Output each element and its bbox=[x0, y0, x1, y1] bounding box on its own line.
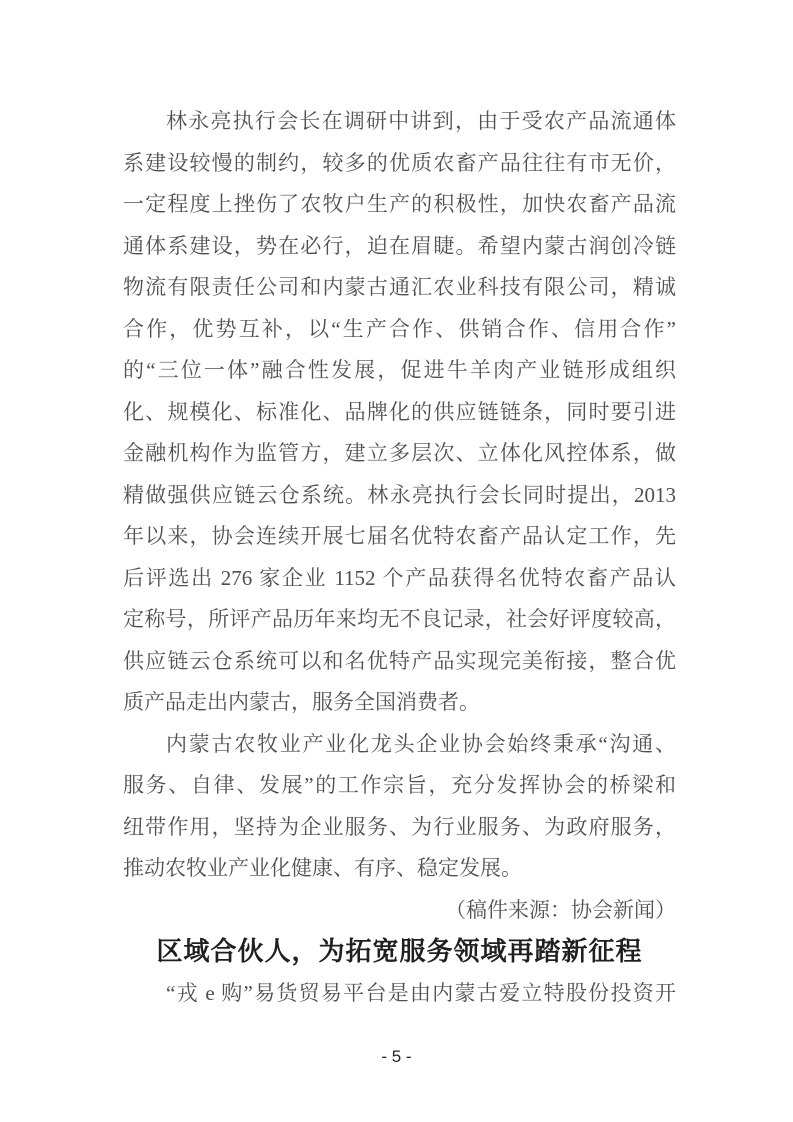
text-line: 供应链云仓系统可以和名优特产品实现完美衔接，整合优 bbox=[123, 648, 676, 673]
text-line: 物流有限责任公司和内蒙古通汇农业科技有限公司，精诚 bbox=[123, 275, 676, 299]
text-line: 系建设较慢的制约，较多的优质农畜产品往往有市无价， bbox=[123, 150, 676, 175]
text-line: “戎 e 购”易货贸易平台是由内蒙古爱立特股份投资开 bbox=[166, 981, 676, 1005]
text-line: 通体系建设，势在必行，迫在眉睫。希望内蒙古润创冷链 bbox=[123, 233, 676, 258]
text-line: 的“三位一体”融合性发展，促进牛羊肉产业链形成组织 bbox=[123, 358, 676, 382]
text-line: 定称号，所评产品历年来均无不良记录，社会好评度较高， bbox=[123, 607, 676, 631]
text-column bbox=[123, 101, 676, 1015]
section-heading-regional-partner: 区域合伙人，为拓宽服务领域再踏新征程 bbox=[156, 937, 643, 966]
paragraph-rong-e-gou-platform bbox=[123, 973, 676, 1015]
text-line: 金融机构作为监管方，建立多层次、立体化风控体系，做 bbox=[123, 441, 676, 465]
text-line: 推动农牧业产业化健康、有序、稳定发展。 bbox=[123, 856, 522, 880]
page-number: - 5 - bbox=[381, 1047, 412, 1066]
paragraph-research-remarks bbox=[123, 101, 676, 724]
text-line: 年以来，协会连续开展七届名优特农畜产品认定工作，先 bbox=[123, 524, 676, 548]
text-line: 纽带作用，坚持为企业服务、为行业服务、为政府服务， bbox=[123, 814, 676, 839]
text-line: 服务、自律、发展”的工作宗旨，充分发挥协会的桥梁和 bbox=[123, 773, 676, 797]
text-line: 质产品走出内蒙古，服务全国消费者。 bbox=[123, 690, 480, 714]
text-line: 合作，优势互补，以“生产合作、供销合作、信用合作” bbox=[123, 316, 676, 341]
source-attribution: （稿件来源：协会新闻） bbox=[445, 897, 676, 922]
paragraph-association-mission bbox=[123, 724, 676, 890]
text-line: 内蒙古农牧业产业化龙头企业协会始终秉承“沟通、 bbox=[166, 731, 676, 756]
text-line: 一定程度上挫伤了农牧户生产的积极性，加快农畜产品流 bbox=[123, 192, 676, 216]
text-line: 后评选出 276 家企业 1152 个产品获得名优特农畜产品认 bbox=[123, 565, 676, 590]
text-line: 林永亮执行会长在调研中讲到，由于受农产品流通体 bbox=[166, 109, 676, 133]
text-line: 化、规模化、标准化、品牌化的供应链链条，同时要引进 bbox=[123, 399, 676, 424]
text-line: 精做强供应链云仓系统。林永亮执行会长同时提出，2013 bbox=[123, 482, 676, 507]
